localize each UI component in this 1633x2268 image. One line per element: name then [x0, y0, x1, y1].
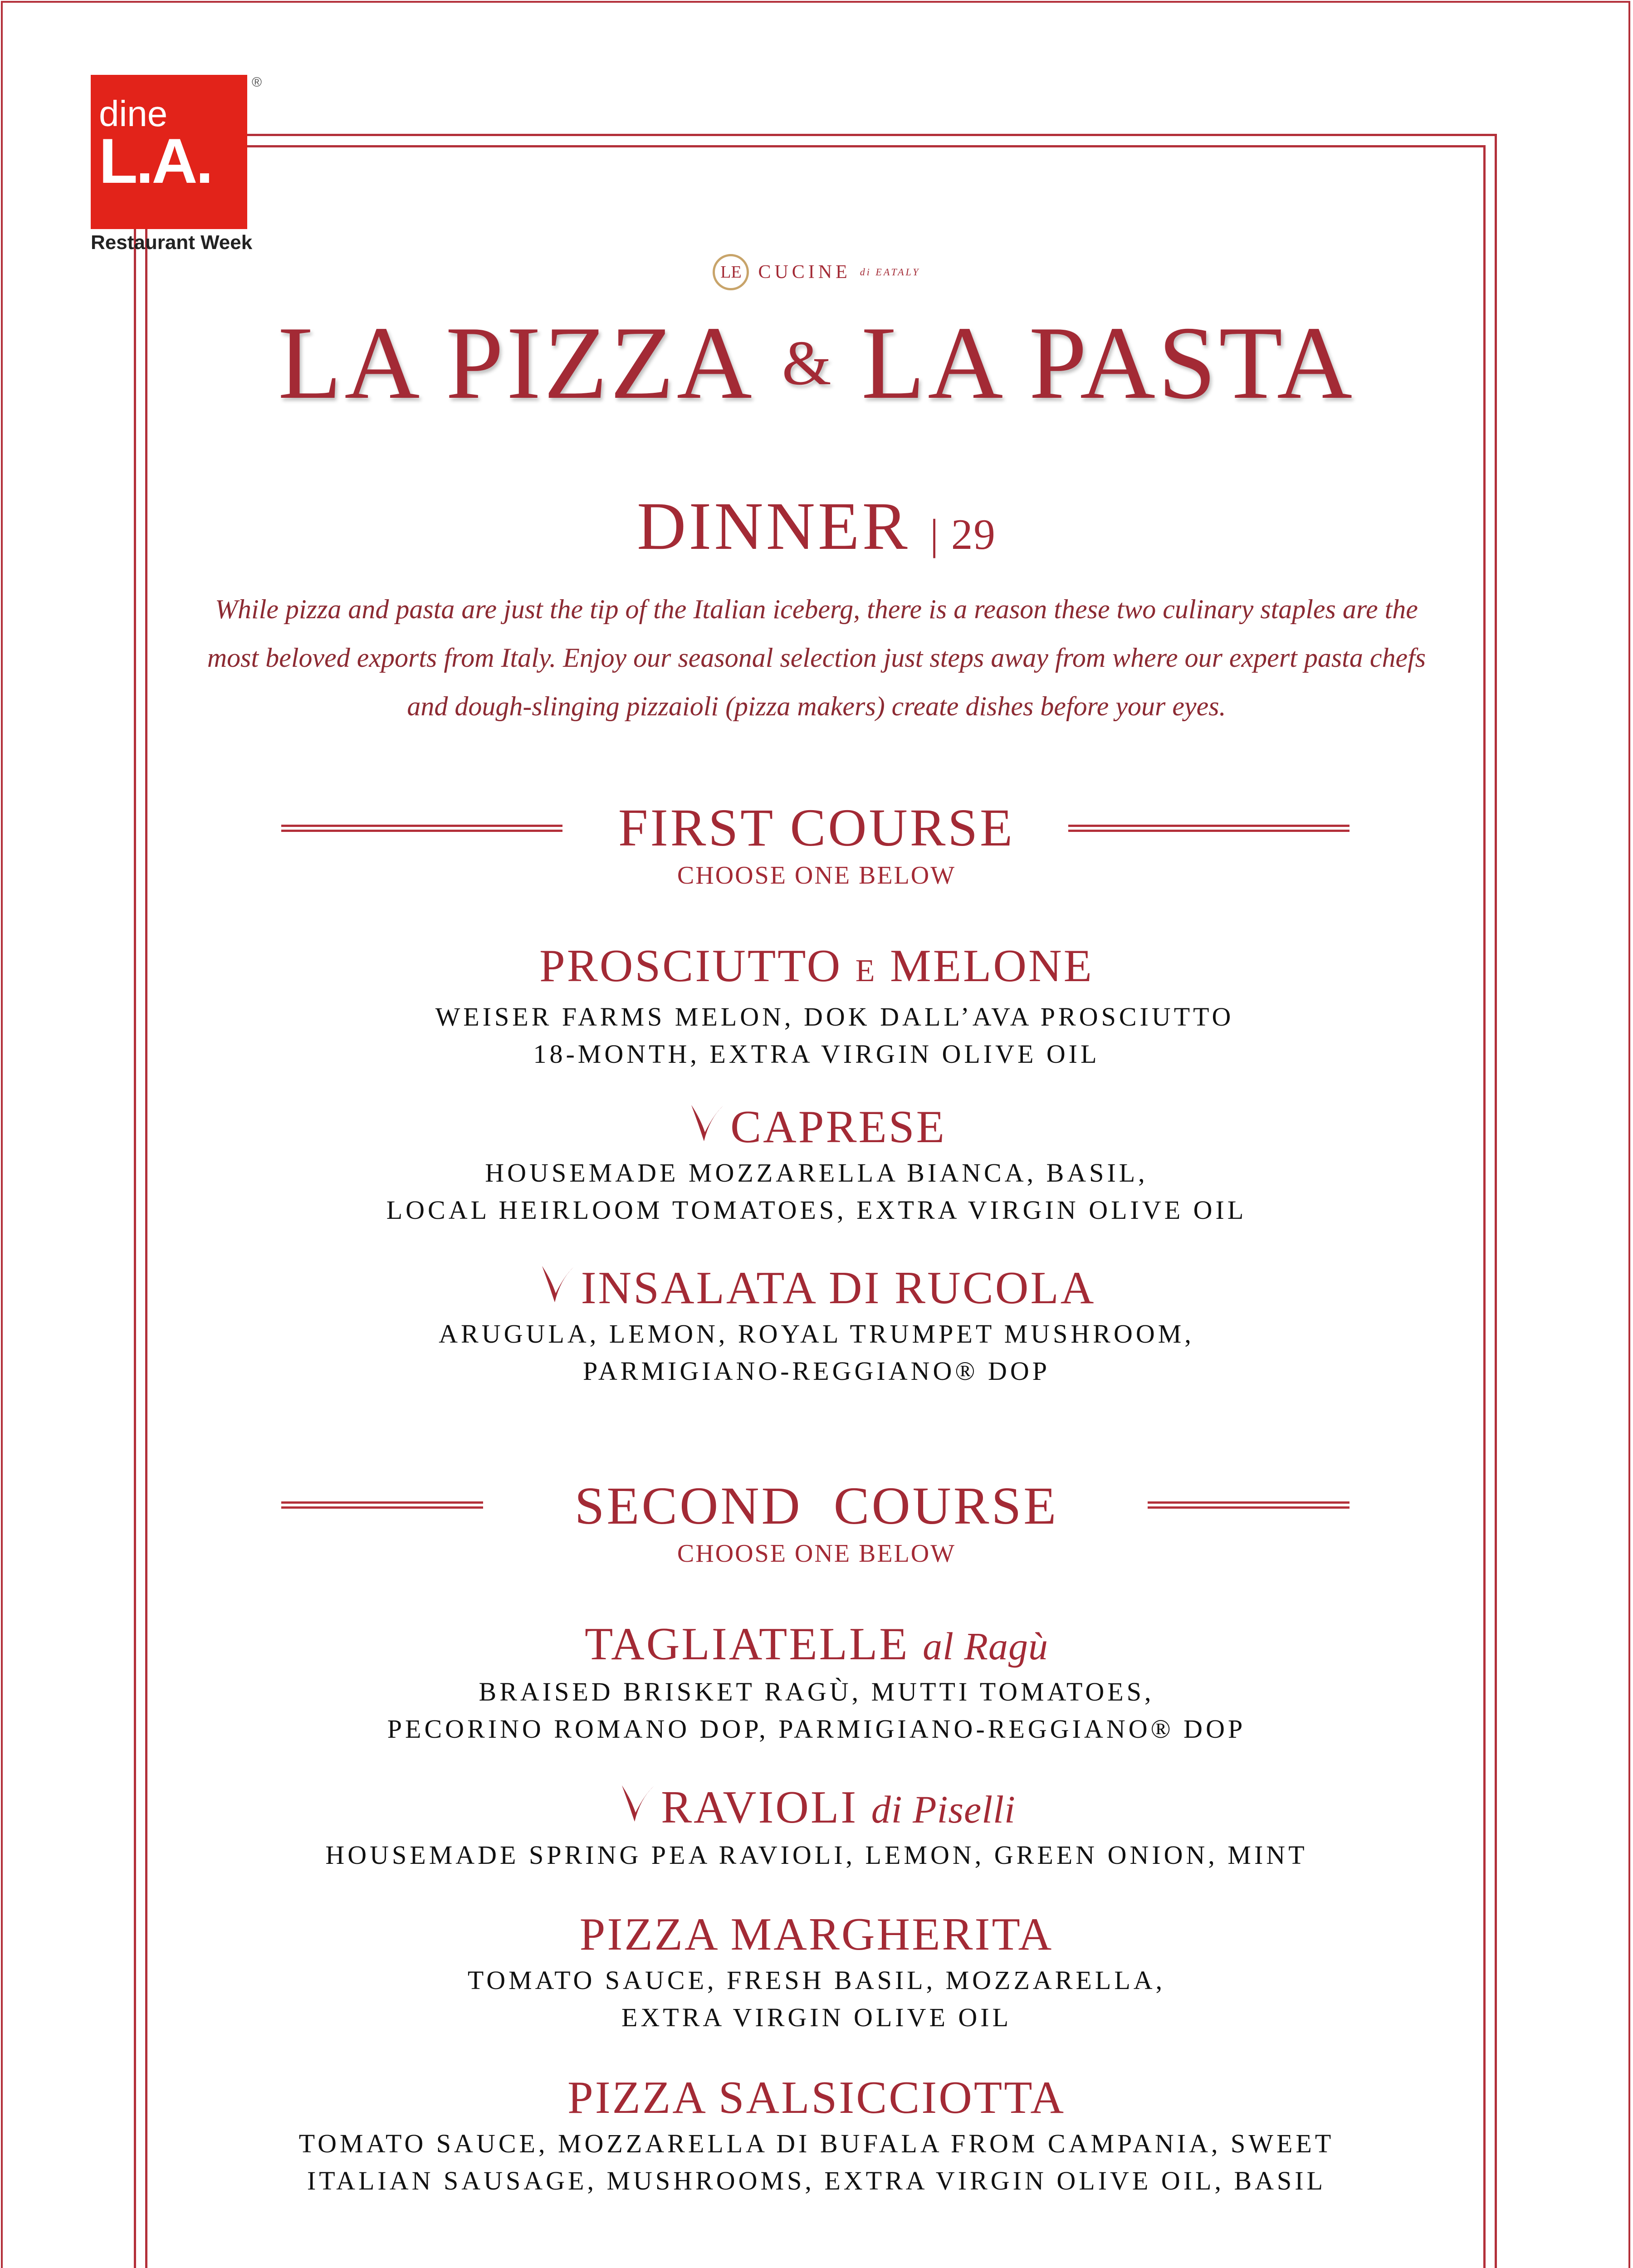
dish-name — [0, 1617, 1633, 1673]
vegetarian-leaf-icon — [687, 1100, 728, 1146]
dish-name-text: RAVIOLI — [661, 1782, 858, 1833]
dish-name — [0, 1261, 1633, 1315]
dish-ravioli — [0, 1780, 1633, 1874]
brand-header — [0, 254, 1633, 290]
dish-salsicciotta — [0, 2071, 1633, 2200]
dish-desc: ITALIAN SAUSAGE, MUSHROOMS, EXTRA VIRGIN OLIVE OIL, BASIL — [307, 2166, 1326, 2195]
brand-sub: di EATALY — [860, 266, 920, 278]
dinner-label: DINNER — [637, 489, 910, 564]
dish-name-italic: di Piselli — [871, 1788, 1016, 1831]
dish-desc: BRAISED BRISKET RAGÙ, MUTTI TOMATOES, — [479, 1677, 1154, 1706]
dish-prosciutto — [0, 939, 1633, 1073]
first-course-choose: CHOOSE ONE BELOW — [677, 861, 956, 890]
title-right: LA PASTA — [861, 305, 1355, 420]
vegetarian-leaf-icon — [538, 1261, 578, 1307]
vegetarian-leaf-icon — [617, 1781, 658, 1826]
first-course-section — [0, 796, 1633, 891]
dish-name-italic: al Ragù — [923, 1624, 1049, 1668]
dish-name-part: PROSCIUTTO — [539, 940, 842, 992]
dinela-logo — [91, 75, 247, 229]
dish-desc: PECORINO ROMANO DOP, PARMIGIANO-REGGIANO® DOP — [387, 1714, 1246, 1744]
dish-name-text: INSALATA DI RUCOLA — [581, 1262, 1096, 1314]
title-ampersand: & — [782, 328, 834, 398]
dish-name-part: E — [855, 953, 877, 988]
dish-name-part: MELONE — [890, 940, 1094, 992]
dish-name: PIZZA SALSICCIOTTA — [567, 2072, 1066, 2123]
dinner-heading — [0, 485, 1633, 575]
title-left: LA PIZZA — [278, 305, 755, 420]
dish-name — [0, 1780, 1633, 1837]
dish-desc: ARUGULA, LEMON, ROYAL TRUMPET MUSHROOM, — [439, 1319, 1194, 1349]
dish-margherita — [0, 1907, 1633, 2036]
dish-desc: 18-MONTH, EXTRA VIRGIN OLIVE OIL — [533, 1039, 1100, 1069]
dinner-price: | 29 — [930, 510, 996, 558]
logo-subtitle: Restaurant Week — [91, 231, 253, 254]
first-course-title: FIRST COURSE — [618, 798, 1015, 857]
registered-mark: ® — [252, 75, 262, 90]
logo-la-text: L.A. — [99, 125, 212, 196]
dish-tagliatelle — [0, 1617, 1633, 1748]
page-title — [0, 304, 1633, 422]
dish-name-text: TAGLIATELLE — [584, 1618, 909, 1670]
dish-desc: EXTRA VIRGIN OLIVE OIL — [621, 2003, 1012, 2032]
second-course-choose: CHOOSE ONE BELOW — [677, 1540, 956, 1568]
dish-name-text: CAPRESE — [730, 1101, 946, 1153]
dish-desc: TOMATO SAUCE, FRESH BASIL, MOZZARELLA, — [467, 1965, 1166, 1995]
dish-desc: HOUSEMADE SPRING PEA RAVIOLI, LEMON, GREEN ONION, MINT — [325, 1840, 1308, 1870]
logo-dine-text: dine — [99, 93, 168, 134]
dish-desc: LOCAL HEIRLOOM TOMATOES, EXTRA VIRGIN OLIVE OIL — [386, 1195, 1247, 1225]
second-course-title: SECOND COURSE — [574, 1476, 1059, 1535]
brand-name: CUCINE — [758, 262, 851, 283]
intro-text: While pizza and pasta are just the tip of the Italian iceberg, there is a reason these two culinary staples are the most beloved exports from Italy. Enjoy our seasonal selection just steps away from where our expert pasta chefs and dough-slinging pizzaioli (pizza makers) create dishes before your eyes. — [207, 594, 1426, 721]
dish-desc: TOMATO SAUCE, MOZZARELLA DI BUFALA FROM CAMPANIA, SWEET — [298, 2129, 1335, 2158]
second-course-section — [0, 1474, 1633, 1569]
dish-name — [0, 1100, 1633, 1154]
dish-name — [0, 939, 1633, 998]
brand-circle-icon: LE — [713, 254, 749, 290]
dish-desc: HOUSEMADE MOZZARELLA BIANCA, BASIL, — [485, 1158, 1148, 1188]
dish-desc: WEISER FARMS MELON, DOK DALL’AVA PROSCIUTTO — [435, 1002, 1234, 1031]
dish-desc: PARMIGIANO-REGGIANO® DOP — [582, 1356, 1050, 1386]
dish-name: PIZZA MARGHERITA — [579, 1909, 1054, 1960]
dish-caprese — [0, 1100, 1633, 1229]
dish-insalata — [0, 1261, 1633, 1390]
